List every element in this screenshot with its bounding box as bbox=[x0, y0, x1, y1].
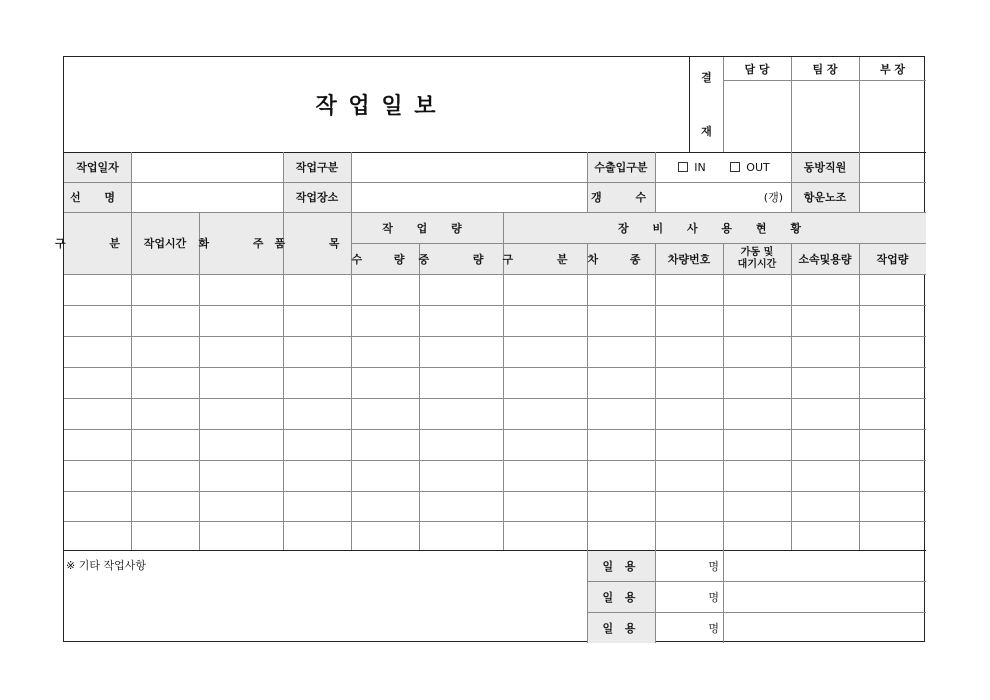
daily-worker-label: 일 용 bbox=[602, 559, 640, 573]
ship-name-label: 선 명 bbox=[69, 191, 126, 204]
out-option-label: OUT bbox=[746, 160, 770, 174]
in-checkbox[interactable] bbox=[667, 152, 717, 182]
work-place-field[interactable] bbox=[351, 182, 587, 212]
daily-worker-field[interactable] bbox=[723, 612, 926, 643]
dongbang-staff-label: 동방직원 bbox=[803, 161, 847, 174]
approval-signature-manager[interactable] bbox=[723, 80, 791, 152]
table-row[interactable] bbox=[64, 398, 926, 429]
work-date-field[interactable] bbox=[131, 152, 283, 182]
other-notes-label: ※ 기타 작업사항 bbox=[66, 559, 146, 572]
checkbox-icon bbox=[678, 162, 688, 172]
daily-worker-label: 일 용 bbox=[602, 621, 640, 635]
header-shipper: 화 주 bbox=[198, 237, 284, 250]
header-category: 구 분 bbox=[54, 237, 141, 250]
header-affiliation-capacity: 소속및용량 bbox=[798, 252, 852, 266]
header-operation-wait-line2: 대기시간 bbox=[737, 258, 777, 270]
union-field[interactable] bbox=[859, 182, 926, 212]
union-label: 항운노조 bbox=[803, 191, 847, 204]
import-export-label: 수출입구분 bbox=[594, 161, 648, 174]
header-equipment-status: 장 비 사 용 현 황 bbox=[618, 221, 811, 235]
header-work-time: 작업시간 bbox=[143, 237, 187, 250]
approval-label-bottom: 재 bbox=[701, 125, 712, 138]
approval-role-department-head: 부 장 bbox=[879, 62, 906, 76]
approval-signature-team-lead[interactable] bbox=[791, 80, 859, 152]
header-item: 품 목 bbox=[274, 237, 360, 250]
checkbox-icon bbox=[730, 162, 740, 172]
table-row[interactable] bbox=[64, 336, 926, 367]
approval-role-manager: 담 당 bbox=[744, 62, 770, 76]
header-equipment-category: 구 분 bbox=[502, 252, 588, 266]
out-checkbox[interactable] bbox=[720, 152, 780, 182]
in-option-label: IN bbox=[694, 160, 706, 174]
work-date-label: 작업일자 bbox=[76, 161, 119, 174]
form-title: 작 업 일 보 bbox=[315, 94, 438, 119]
work-report-form bbox=[54, 56, 925, 642]
header-operation-wait-line1: 가동 및 bbox=[740, 246, 774, 258]
daily-worker-unit: 명 bbox=[708, 559, 719, 573]
gang-count-label: 갱 수 bbox=[591, 191, 647, 204]
header-weight: 중 량 bbox=[418, 252, 504, 266]
table-row[interactable] bbox=[64, 429, 926, 460]
table-row[interactable] bbox=[64, 521, 926, 550]
header-quantity: 수 량 bbox=[351, 252, 419, 266]
table-row[interactable] bbox=[64, 491, 926, 521]
daily-worker-field[interactable] bbox=[723, 550, 926, 581]
other-notes-field[interactable] bbox=[64, 572, 587, 643]
daily-worker-label: 일 용 bbox=[602, 590, 640, 604]
approval-signature-department-head[interactable] bbox=[859, 80, 926, 152]
table-row[interactable] bbox=[64, 460, 926, 491]
approval-label-top: 결 bbox=[701, 71, 712, 84]
table-row[interactable] bbox=[64, 305, 926, 336]
table-row[interactable] bbox=[64, 274, 926, 305]
work-type-field[interactable] bbox=[351, 152, 587, 182]
header-operation-wait bbox=[723, 243, 791, 274]
daily-worker-field[interactable] bbox=[723, 581, 926, 612]
table-row[interactable] bbox=[64, 367, 926, 398]
daily-worker-unit: 명 bbox=[708, 590, 719, 604]
daily-worker-unit: 명 bbox=[708, 621, 719, 635]
work-type-label: 작업구분 bbox=[295, 161, 339, 174]
approval-role-team-lead: 팀 장 bbox=[812, 62, 838, 76]
ship-name-field[interactable] bbox=[131, 182, 283, 212]
gang-count-unit: (갱) bbox=[763, 191, 783, 204]
header-vehicle-number: 차량번호 bbox=[667, 252, 711, 266]
header-work-volume: 작 업 량 bbox=[382, 221, 472, 235]
dongbang-staff-field[interactable] bbox=[859, 152, 926, 182]
header-equipment-work-volume: 작업량 bbox=[876, 252, 909, 266]
work-place-label: 작업장소 bbox=[295, 191, 339, 204]
header-vehicle-type: 차 종 bbox=[587, 252, 655, 266]
